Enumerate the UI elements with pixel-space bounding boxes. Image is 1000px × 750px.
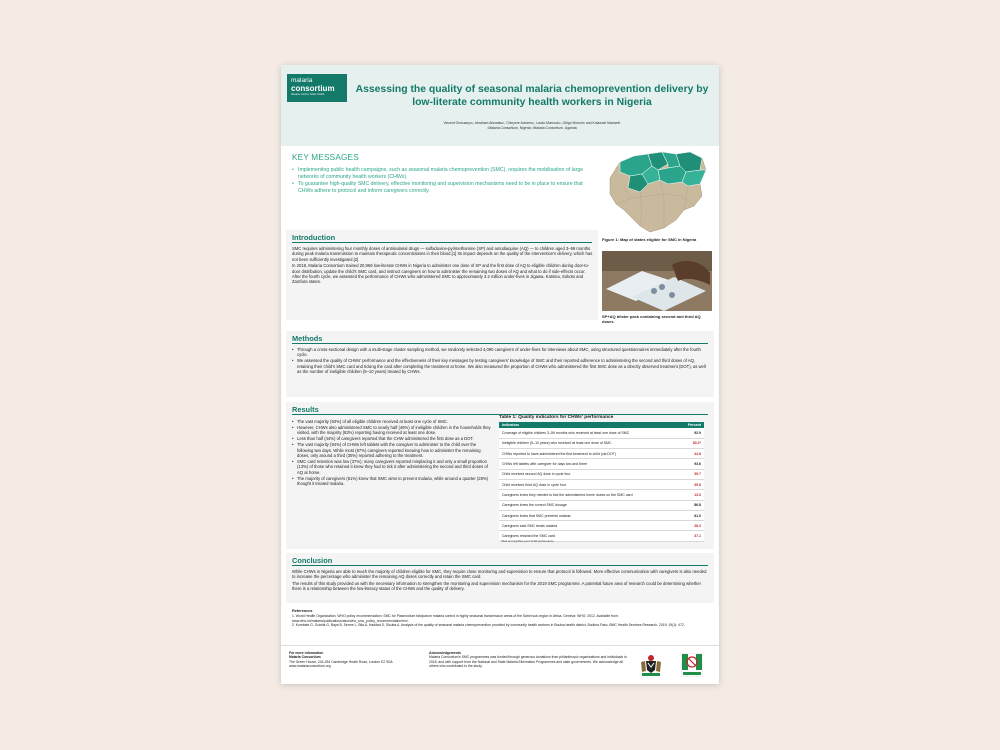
table-row	[499, 469, 704, 479]
conclusion-section	[286, 553, 714, 603]
indicator-cell: Ineligible children (5–10 years) who received at least one dose of SMC	[499, 438, 682, 448]
percent-cell: 93.6	[682, 459, 704, 469]
results-item: • The majority of caregivers (61%) knew that SMC aims to prevent malaria, while around a quarter (28%) thought it treated malaria.	[292, 476, 492, 487]
more-info-line: The Green House, 244-254 Cambridge Heath Road, London E2 9DA	[289, 659, 393, 664]
nigeria-coat-of-arms-icon	[638, 652, 664, 678]
table-row	[499, 510, 704, 520]
methods-list	[292, 347, 708, 375]
key-message-item: • To guarantee high-quality SMC delivery, effective monitoring and supervision mechanisms need to be in place to ensure that CHWs adhere to protocol and inform caregivers correctly.	[292, 181, 597, 194]
conclusion-paragraph: The results of this study provided us with the necessary information to strengthen the monitoring and supervision mechanism for the 2019 SMC programme. A potential future area of research could be determining whether there is a relationship between the low-literacy status of the CHWs and the quality of delivery.	[292, 580, 701, 592]
acknowledgements-text: Malaria Consortium's SMC programmes was funded through generous donations from philanthropic organisations and individuals in 2018, and with support from the National and State Malaria Elimination Programmes and state governments. We acknowledge all others who contributed to the study.	[429, 655, 627, 669]
results-section	[286, 402, 714, 549]
results-heading: Results	[292, 405, 319, 414]
introduction-paragraph: SMC requires administering four monthly doses of antimalarial drugs — sulfadoxine-pyrimethamine (SP) and amodiaquine (AQ) — to children aged 3–59 months during peak malaria transmission to maintain therapeutic concentrations in their blood.[1] Its impact depends on the quality of the intervention's delivery, which has not been sufficiently investigated.[2]	[292, 246, 593, 262]
table-row	[499, 500, 704, 510]
methods-item: • We assessed the quality of CHWs' performance and the effectiveness of their key messages by testing caregivers' knowledge of SMC and their reported adherence to administering the second and third doses of AQ, retaining their child's SMC card and ticking the card after completing the treatment at home. We also measured the proportion of CHWs who administered the first SMC dose as a directly observed treatment (DOT), as well as the number of ineligible children (5–10 years) treated by CHWs.	[292, 358, 708, 374]
conclusion-heading: Conclusion	[292, 556, 333, 565]
more-info-line: www.malariaconsortium.org	[289, 664, 331, 669]
conclusion-body	[292, 569, 708, 593]
percent-cell: 28.3	[682, 521, 704, 531]
percent-cell: 44.8	[682, 449, 704, 459]
percent-cell: 92.9	[682, 428, 704, 438]
acknowledgements-block	[429, 651, 629, 669]
table-row	[499, 479, 704, 489]
methods-item: • Through a cross-sectional design with a multi-stage cluster sampling method, we randomly selected 4,090 caregivers of under-fives for interviews about SMC, using structured questionnaires immediately after the fourth cycle.	[292, 347, 708, 358]
table-row	[499, 459, 704, 469]
malaria-consortium-logo	[287, 74, 347, 102]
percent-cell: 83.2*	[682, 438, 704, 448]
percent-cell: 37.1	[682, 531, 704, 541]
indicator-column-header: Indicators	[499, 422, 682, 428]
references-block	[292, 609, 712, 627]
indicator-cell: Caregivers retained the SMC card	[499, 531, 682, 541]
poster	[281, 65, 719, 684]
more-info-heading: For more information	[289, 651, 324, 655]
conclusion-paragraph: While CHWs in Nigeria are able to reach the majority of children eligible for SMC, they require close monitoring and supervision to ensure that protocol is followed. More effective communication with caregivers is also needed to increase the percentage who administer the remaining AQ doses correctly and retain the SMC card.	[292, 569, 707, 580]
introduction-rule	[292, 242, 592, 243]
percent-cell: 61.0	[682, 510, 704, 520]
key-messages-list	[292, 167, 597, 195]
indicator-cell: Child received third AQ dose in cycle four	[499, 479, 682, 489]
table-row	[499, 428, 704, 438]
conclusion-rule	[292, 565, 708, 566]
reference-item: 1. World Health Organization. WHO policy recommendation: SMC for Plasmodium falciparum malaria control in highly seasonal transmission areas of the Sahel sub-region in Africa. Geneva: WHO; 2012. Available from: www.who.int/malaria/publications/atoz/who_smc_policy_recommendation/en/.	[292, 614, 619, 623]
reference-item: 2. Kombate G, Guiella G, Baya B, Serme L, Bila A, Haddad S, Sicuba A. Analysis of the quality of seasonal malaria chemoprevention provided by community health workers in Boulsa health district, Burkina Faso. BMC Health Services Research. 2019; 19(1): 472.	[292, 622, 685, 627]
more-info-block	[289, 651, 419, 669]
references-heading: References	[292, 609, 313, 613]
nigeria-map-figure	[602, 148, 712, 234]
methods-heading: Methods	[292, 334, 323, 343]
figure2-caption: SP+AQ blister pack containing second and third AQ doses	[602, 314, 701, 324]
table-title: Table 1: Quality indicators for CHWs' performance	[499, 415, 614, 420]
key-message-item: • Implementing public health campaigns, such as seasonal malaria chemoprevention (SMC), requires the mobilisation of large networks of community health workers (CHWs).	[292, 167, 597, 180]
introduction-heading: Introduction	[292, 233, 336, 242]
methods-section	[286, 331, 714, 397]
results-item: • The vast majority (94%) of CHWs left tablets with the caregiver to administer to the child over the following two days. While most (87%) caregivers reported knowing how to administer the remaining doses, only around a third (35%) reported adhering to the treatment.	[292, 442, 492, 458]
percent-column-header: Percent	[682, 422, 704, 428]
poster-footer	[281, 645, 719, 684]
results-item: • Less than half (44%) of caregivers reported that the CHW administered the first dose as a DOT.	[292, 436, 492, 441]
national-malaria-programme-logo-icon	[681, 653, 703, 677]
percent-cell: 13.0	[682, 490, 704, 500]
results-item: • The vast majority (93%) of all eligible children received at least one cycle of SMC.	[292, 419, 492, 424]
poster-header	[281, 65, 719, 146]
indicator-cell: Caregivers knew the correct SMC dosage	[499, 500, 682, 510]
introduction-paragraph: In 2018, Malaria Consortium trained 20,969 low-literate CHWs in Nigeria to administer one dose of SP and the first dose of AQ to eligible children during door-to-door distribution, update the child's SMC card, and instruct caregivers on how to administer the remaining two doses of AQ and what to do if side-effects occur. After the fourth cycle, we assessed the performance of CHWs who administered SMC to approximately 3.2 million under-fives in Jigawa, Katsina, Sokoto and Zamfara states.	[292, 263, 590, 285]
introduction-body	[292, 246, 594, 286]
key-messages-heading: KEY MESSAGES	[292, 153, 359, 162]
acknowledgements-heading: Acknowledgements	[429, 651, 461, 655]
indicator-cell: Caregivers knew they needed to tick the administered home doses on the SMC card	[499, 490, 682, 500]
percent-cell: 86.8	[682, 500, 704, 510]
logo-line1: malaria	[291, 77, 313, 84]
indicator-cell: Caregivers knew that SMC prevents malaria	[499, 510, 682, 520]
indicator-cell: CHWs left tablets with caregiver for days two and three	[499, 459, 682, 469]
methods-rule	[292, 343, 708, 344]
table-row	[499, 449, 704, 459]
blister-pack-photo	[602, 251, 712, 311]
percent-cell: 35.6	[682, 479, 704, 489]
table-row	[499, 490, 704, 500]
indicator-cell: Coverage of eligible children 3–59 months who received at least one dose of SMC	[499, 428, 682, 438]
indicator-cell: CHWs reported to have administered the first treatment to child (via DOT)	[499, 449, 682, 459]
indicator-cell: Child received second AQ dose in cycle four	[499, 469, 682, 479]
results-item: • SMC card retention was low (37%); many caregivers reported misplacing it and only a small proportion (13%) of those who retained it knew they had to tick it after administering the second and third doses of AQ at home.	[292, 459, 492, 475]
table-body	[499, 428, 704, 541]
authors-line: Vincent Onwuanyu¹, Abraham Abuwaku¹, Chinyere Adozeru¹, Lauko Mamudu¹, Gbigo Momoh¹ and Kolawole Maxwell¹	[443, 121, 621, 125]
table-row	[499, 438, 704, 448]
introduction-section	[286, 230, 598, 320]
poster-title: Assessing the quality of seasonal malaria chemoprevention delivery by low-literate community health workers in Nigeria	[355, 84, 709, 108]
table-note: *Red text signifies poor CHW performance	[501, 539, 554, 543]
table-row	[499, 521, 704, 531]
logo-line2: consortium	[291, 84, 335, 93]
results-list	[292, 419, 492, 487]
affiliation-line: ¹Malaria Consortium, Nigeria; ²Malaria Consortium, Uganda	[487, 126, 577, 130]
indicator-cell: Caregivers said SMC treats malaria	[499, 521, 682, 531]
figure1-caption: Figure 1: Map of states eligible for SMC in Nigeria	[602, 237, 697, 242]
authors-block	[353, 121, 711, 131]
logo-tagline: disease control, better health	[291, 93, 325, 96]
percent-cell: 35.7	[682, 469, 704, 479]
results-item: • However, CHWs also administered SMC to nearly half (46%) of ineligible children in the households they visited, with the majority (83%) reporting having received at least one dose.	[292, 425, 492, 436]
quality-indicators-table	[499, 422, 704, 542]
more-info-line: Malaria Consortium	[289, 655, 321, 660]
